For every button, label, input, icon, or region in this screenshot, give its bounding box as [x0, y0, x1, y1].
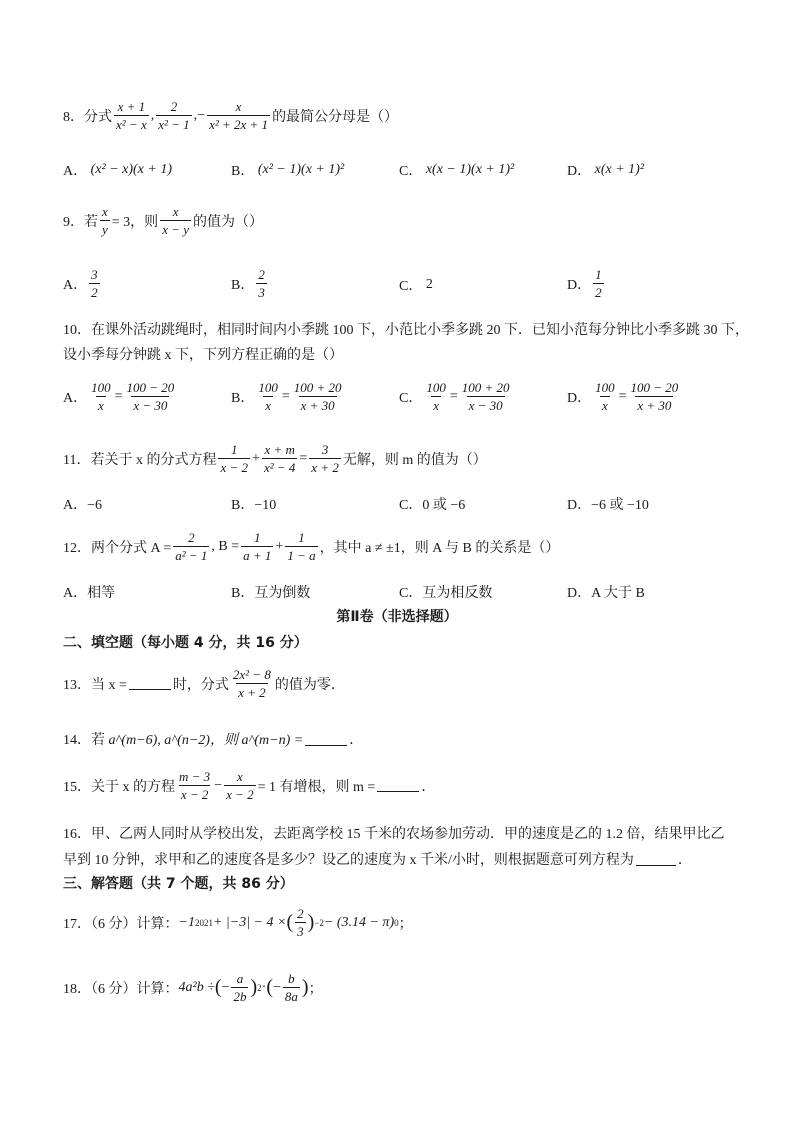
option-c: C． $\frac{100}{x}$ = $\frac{100 + 20}{x - 30}$	[399, 380, 510, 413]
fraction: $\frac{\text{2x² − 8}}{x + 2}$	[232, 667, 271, 700]
fraction: $\frac{2}{3}$	[297, 906, 304, 939]
section-two-heading: 二、填空题（每小题 4 分，共 16 分）	[63, 635, 308, 651]
fraction: $\frac{b}{8a}$	[284, 971, 298, 1004]
option-a: A．−6	[63, 498, 103, 513]
question-14: 14．若 a^(m−6), a^(n−2)，则 a^(m−n) = ．	[63, 733, 364, 748]
option-a: A． $\frac{100}{x}$ = $\frac{100 - 20}{x - 30}$	[63, 380, 175, 413]
question-11: 11． 若关于 x 的分式方程 $\frac{1}{x - 2}$ + $\frac{x + m}{\text{x² − 4}}$ = $\frac{3}{x + 2}$ 无解，则 m 的值为（）	[63, 442, 487, 475]
fraction: $\frac{2}{\text{a² − 1}}$	[175, 530, 208, 563]
question-12: 12． 两个分式 A = $\frac{2}{\text{a² − 1}}$ , B = $\frac{1}{a + 1}$ + $\frac{1}{1 - a}$ ，其中 a ≠ ±1，则 A 与 B 的关系是（）	[63, 530, 560, 563]
question-16-line1: 16．甲、乙两人同时从学校出发，去距离学校 15 千米的农场参加劳动．甲的速度是乙的 1.2 倍，结果甲比乙	[63, 827, 725, 842]
fraction: $\frac{x}{x - 2}$	[226, 769, 254, 802]
answer-blank[interactable]	[636, 853, 676, 866]
option-d: D． $\frac{100}{x}$ = $\frac{100 - 20}{x + 30}$	[567, 380, 679, 413]
fraction: $\frac{1}{a + 1}$	[243, 530, 272, 563]
option-c: C．0 或 −6	[399, 498, 466, 513]
answer-blank[interactable]	[377, 779, 419, 792]
option-b: B． (x² − 1)(x + 1)²	[231, 162, 345, 179]
fraction: $\frac{x + 1}{\text{x² − x}}$	[116, 99, 147, 132]
question-15: 15．关于 x 的方程 $\frac{m - 3}{x - 2}$ − $\frac{x}{x - 2}$ = 1 有增根，则 m = ．	[63, 769, 436, 802]
question-10-line2: 设小季每分钟跳 x 下，下列方程正确的是（）	[63, 348, 343, 363]
answer-blank[interactable]	[305, 733, 347, 746]
option-b: B． $\frac{2}{3}$	[231, 267, 265, 300]
option-b: B．互为倒数	[231, 586, 311, 601]
option-d: D． $\frac{1}{2}$	[567, 267, 602, 300]
question-number: 8．	[63, 109, 84, 125]
fraction: $\frac{m - 3}{x - 2}$	[179, 769, 211, 802]
question-9: 9． 若 $\frac{x}{y}$ = 3，则 $\frac{x}{x - y}$ 的值为（）	[63, 204, 263, 237]
part-two-heading: 第Ⅱ卷（非选择题）	[336, 609, 458, 625]
question-13: 13．当 x = 时，分式 $\frac{\text{2x² − 8}}{x + 2}$ 的值为零．	[63, 667, 345, 700]
option-c: C． 2	[399, 277, 433, 294]
fraction: $\frac{x}{\text{x² + 2x + 1}}$	[209, 99, 269, 132]
option-a: A． (x² − x)(x + 1)	[63, 162, 173, 179]
fraction: $\frac{x + m}{\text{x² − 4}}$	[263, 442, 296, 475]
fraction: $\frac{2}{\text{x² − 1}}$	[158, 99, 190, 132]
question-10-line1: 10．在课外活动跳绳时，相同时间内小季跳 100 下，小范比小季多跳 20 下．已知小范每分钟比小季多跳 30 下，	[63, 323, 749, 338]
question-16-line2: 早到 10 分钟，求甲和乙的速度各是多少？设乙的速度为 x 千米/小时，则根据题意可列方程为 ．	[63, 853, 692, 868]
question-8: 8． 分式 $\frac{x + 1}{\text{x² − x}}$ , $\frac{2}{\text{x² − 1}}$ ,− $\frac{x}{\text{x² + 2x + 1}}$ 的最简公分母是（）	[63, 99, 399, 132]
fraction: $\frac{1}{1 - a}$	[287, 530, 316, 563]
option-c: C．互为相反数	[399, 586, 493, 601]
option-b: B．−10	[231, 498, 277, 513]
section-three-heading: 三、解答题（共 7 个题，共 86 分）	[63, 876, 294, 892]
fraction: $\frac{x}{x - y}$	[162, 204, 189, 237]
option-c: C． x(x − 1)(x + 1)²	[399, 162, 515, 179]
option-b: B． $\frac{100}{x}$ = $\frac{100 + 20}{x + 30}$	[231, 380, 342, 413]
answer-blank[interactable]	[129, 677, 171, 690]
question-18: 18．（6 分）计算： 4a²b ÷ ( − $\frac{a}{2b}$ ) 2 · ( − $\frac{b}{8a}$ ) ；	[63, 971, 323, 1004]
option-d: D．A 大于 B	[567, 586, 645, 601]
fraction: $\frac{3}{x + 2}$	[311, 442, 339, 475]
option-d: D．−6 或 −10	[567, 498, 649, 513]
fraction: $\frac{x}{y}$	[102, 204, 108, 237]
option-a: A．相等	[63, 586, 116, 601]
option-a: A． $\frac{3}{2}$	[63, 267, 98, 300]
fraction: $\frac{a}{2b}$	[233, 971, 247, 1004]
fraction: $\frac{1}{x - 2}$	[220, 442, 249, 475]
option-d: D． x(x + 1)²	[567, 162, 645, 179]
question-17: 17．（6 分）计算： −1 2021 + |−3| − 4 × ( $\frac{2}{3}$ ) −2 − (3.14 − π) 0 ；	[63, 906, 413, 939]
